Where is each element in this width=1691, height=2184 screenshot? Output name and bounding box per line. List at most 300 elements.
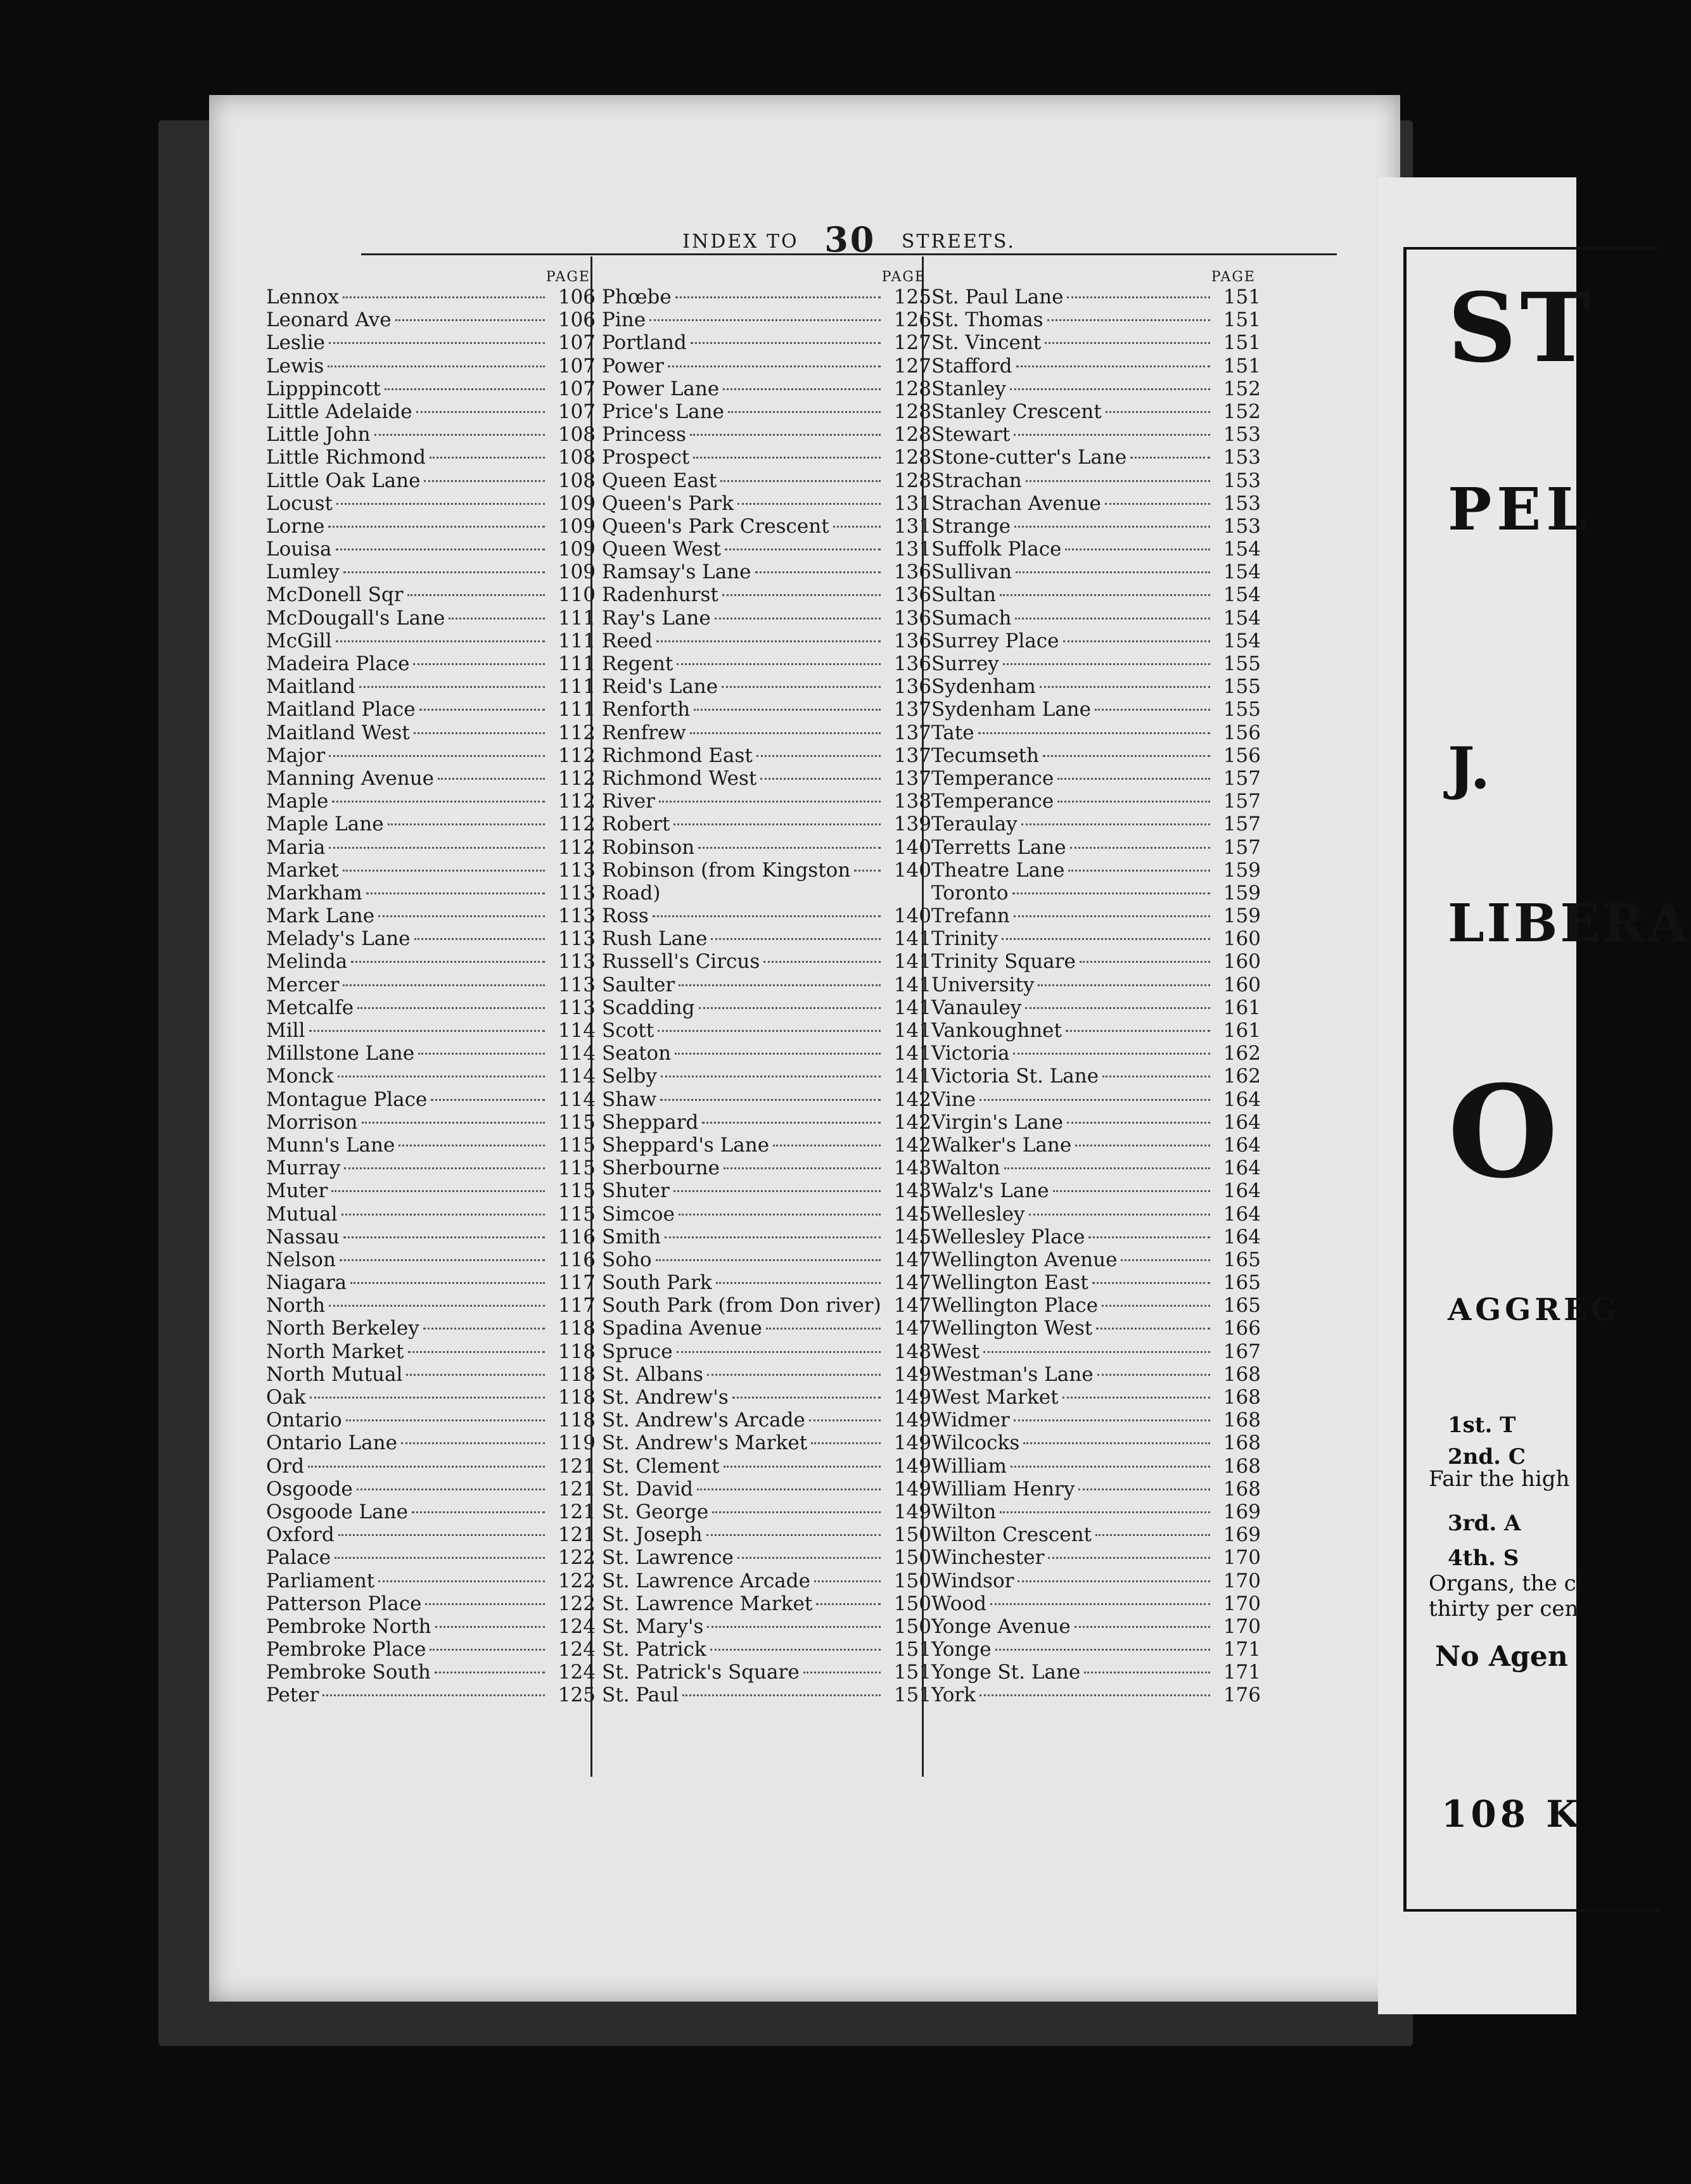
- index-entry: [931, 1684, 1261, 1706]
- page-ref: 168: [1223, 1454, 1261, 1478]
- street-name: Mercer: [266, 973, 340, 996]
- street-name: Wellington West: [931, 1317, 1093, 1340]
- index-entry: [602, 1019, 931, 1042]
- dot-leader: [308, 1466, 545, 1468]
- index-entry: [266, 744, 596, 767]
- street-name: South Park: [602, 1271, 712, 1295]
- dot-leader: [1130, 457, 1210, 459]
- page-ref: 157: [1223, 835, 1261, 859]
- street-name: Mark Lane: [266, 905, 375, 928]
- dot-leader: [693, 457, 881, 459]
- dot-leader: [673, 823, 881, 825]
- page-ref: 168: [1223, 1386, 1261, 1409]
- index-entry: [931, 1065, 1261, 1088]
- street-name: Portland: [602, 331, 687, 355]
- dot-leader: [1053, 1190, 1210, 1192]
- street-name: St. Albans: [602, 1362, 703, 1386]
- dot-leader: [1075, 1145, 1210, 1146]
- index-entry: [602, 790, 931, 813]
- index-entry: [266, 950, 596, 973]
- page-ref: 161: [1223, 1019, 1261, 1042]
- dot-leader: [1102, 1305, 1210, 1307]
- page-ref: 165: [1223, 1248, 1261, 1271]
- street-name: Pembroke South: [266, 1661, 431, 1684]
- page-ref: 153: [1223, 446, 1261, 469]
- index-entry: [931, 813, 1261, 835]
- street-name: Wilton: [931, 1500, 997, 1523]
- page-ref: 125: [893, 286, 931, 308]
- page-ref: 117: [558, 1271, 596, 1295]
- page-ref: 169: [1223, 1500, 1261, 1523]
- dot-leader: [690, 434, 881, 436]
- street-name: Selby: [602, 1065, 657, 1088]
- dot-leader: [419, 709, 545, 711]
- index-entry: [266, 767, 596, 790]
- dot-leader: [677, 1351, 881, 1353]
- index-entry: [602, 308, 931, 331]
- page-ref: 122: [558, 1546, 596, 1570]
- dot-leader: [1012, 892, 1210, 894]
- dot-leader: [691, 342, 881, 344]
- dot-leader: [431, 1099, 545, 1101]
- index-entry: [266, 492, 596, 515]
- index-entry: [602, 1363, 931, 1386]
- page-ref: 150: [893, 1569, 931, 1592]
- street-name: McDonell Sqr: [266, 583, 404, 607]
- dot-leader: [720, 480, 881, 482]
- street-name: Maitland Place: [266, 698, 416, 721]
- street-name: Nelson: [266, 1248, 336, 1271]
- dot-leader: [1000, 594, 1210, 596]
- index-entry: [931, 974, 1261, 996]
- index-entry: [602, 996, 931, 1019]
- street-name: Montague Place: [266, 1088, 428, 1111]
- index-entry: [931, 1615, 1261, 1638]
- advert-line-2: PEL: [1448, 475, 1592, 543]
- page-ref: 151: [893, 1661, 931, 1684]
- page-ref: 160: [1223, 950, 1261, 974]
- page-ref: 124: [558, 1661, 596, 1684]
- page-ref: 109: [558, 514, 596, 538]
- page-ref: 116: [558, 1225, 596, 1248]
- street-name: Temperance: [931, 790, 1054, 813]
- dot-leader: [322, 1694, 545, 1696]
- street-name: Widmer: [931, 1409, 1010, 1432]
- street-name: Osgoode: [266, 1477, 353, 1501]
- street-name: Regent: [602, 652, 673, 675]
- street-name: Pine: [602, 308, 646, 332]
- page-ref: 112: [558, 721, 596, 744]
- index-entry: [266, 1523, 596, 1546]
- page-ref: 111: [558, 629, 596, 652]
- street-name: Wood: [931, 1592, 986, 1615]
- index-entry: [602, 630, 931, 652]
- index-entry: [266, 1226, 596, 1248]
- street-name: Munn's Lane: [266, 1133, 395, 1157]
- index-entry: [266, 446, 596, 469]
- page-ref: 151: [1223, 331, 1261, 355]
- street-name: University: [931, 973, 1035, 996]
- street-name: Temperance: [931, 766, 1054, 790]
- index-entry: [266, 1294, 596, 1317]
- street-name: Prospect: [602, 446, 690, 469]
- street-name: Robinson: [602, 835, 695, 859]
- page-column-header: PAGE: [1211, 269, 1256, 285]
- index-entry: [602, 1065, 931, 1088]
- street-name: Louisa: [266, 538, 332, 561]
- dot-leader: [773, 1145, 881, 1146]
- page-ref: 154: [1223, 538, 1261, 561]
- index-entry: [931, 1592, 1261, 1615]
- street-name: York: [931, 1684, 976, 1707]
- dot-leader: [665, 1236, 881, 1238]
- street-name: South Park (from Don river): [602, 1294, 881, 1317]
- street-name: Pembroke Place: [266, 1638, 426, 1661]
- index-entry: [266, 698, 596, 721]
- page-ref: 147: [893, 1271, 931, 1295]
- index-entry: [266, 1501, 596, 1523]
- street-name: Wilcocks: [931, 1432, 1020, 1455]
- dot-leader: [707, 1374, 881, 1376]
- page-ref: 128: [893, 423, 931, 447]
- index-entry: [266, 675, 596, 698]
- index-entry: [602, 1271, 931, 1294]
- index-entry: [931, 1409, 1261, 1432]
- index-entry: [266, 1363, 596, 1386]
- dot-leader: [346, 1419, 545, 1421]
- index-column-2: [602, 269, 931, 1707]
- index-entry: [266, 1271, 596, 1294]
- street-name: Ord: [266, 1454, 305, 1478]
- index-entry: [266, 1042, 596, 1065]
- dot-leader: [766, 1328, 881, 1330]
- index-entry: [931, 1546, 1261, 1569]
- street-name: Robert: [602, 813, 670, 836]
- dot-leader: [756, 755, 881, 757]
- street-name: Scott: [602, 1019, 654, 1042]
- street-name: McGill: [266, 629, 332, 652]
- index-entry: [602, 515, 931, 538]
- page-ref: 109: [558, 492, 596, 515]
- page-ref: 156: [1223, 721, 1261, 744]
- index-entry: [266, 652, 596, 675]
- index-entry: [602, 561, 931, 583]
- dot-leader: [449, 618, 545, 619]
- page-ref: 113: [558, 905, 596, 928]
- index-entry: [931, 446, 1261, 469]
- street-name: St. Andrew's Market: [602, 1432, 808, 1455]
- page-ref: 127: [893, 354, 931, 378]
- index-entry: [602, 423, 931, 446]
- street-name: Russell's Circus: [602, 950, 760, 974]
- street-name: Sydenham Lane: [931, 698, 1091, 721]
- street-name: Little Adelaide: [266, 400, 412, 423]
- dot-leader: [414, 938, 545, 940]
- dot-leader: [814, 1580, 881, 1582]
- page-ref: 136: [893, 629, 931, 652]
- street-name: Surrey Place: [931, 629, 1059, 652]
- index-entry: [931, 378, 1261, 400]
- dot-leader: [1014, 434, 1210, 436]
- index-entry: [602, 813, 931, 835]
- index-entry: [602, 1088, 931, 1111]
- index-entry: [931, 1478, 1261, 1501]
- street-name: Reid's Lane: [602, 675, 718, 699]
- page-ref: 148: [893, 1340, 931, 1363]
- dot-leader: [336, 503, 545, 505]
- street-name: Stewart: [931, 423, 1011, 447]
- page-ref: 170: [1223, 1615, 1261, 1638]
- street-name: Queen East: [602, 469, 717, 492]
- dot-leader: [712, 1511, 881, 1513]
- street-name: Reed: [602, 629, 653, 652]
- dot-leader: [1067, 1122, 1210, 1124]
- street-name: Stafford: [931, 354, 1012, 378]
- index-entry: [602, 1478, 931, 1501]
- index-entry: [266, 836, 596, 859]
- page-ref: 112: [558, 790, 596, 813]
- index-entry: [266, 1455, 596, 1478]
- index-entry: [931, 400, 1261, 423]
- index-entry: [931, 308, 1261, 331]
- street-name: Manning Avenue: [266, 766, 434, 790]
- street-name: St. Paul Lane: [931, 286, 1064, 308]
- index-entry: [602, 1570, 931, 1592]
- dot-leader: [406, 1374, 545, 1376]
- street-name: St. Clement: [602, 1454, 720, 1478]
- street-name: Phœbe: [602, 286, 672, 308]
- street-name: Morrison: [266, 1110, 358, 1134]
- dot-leader: [1047, 319, 1211, 321]
- index-entry: [266, 378, 596, 400]
- street-name: Oak: [266, 1386, 306, 1409]
- street-name: Stanley Crescent: [931, 400, 1102, 423]
- page-ref: 155: [1223, 698, 1261, 721]
- dot-leader: [336, 640, 545, 642]
- page-ref: 107: [558, 331, 596, 355]
- dot-leader: [401, 1442, 545, 1444]
- street-name: Wellington Place: [931, 1294, 1099, 1317]
- page-ref: 170: [1223, 1546, 1261, 1570]
- index-entry: [266, 1088, 596, 1111]
- page-ref: 110: [558, 583, 596, 607]
- dot-leader: [341, 1214, 545, 1216]
- index-entry: [266, 423, 596, 446]
- index-entry: [266, 331, 596, 354]
- index-entry: [602, 882, 931, 905]
- dot-leader: [1004, 1167, 1210, 1169]
- street-name: Soho: [602, 1248, 652, 1271]
- page-ref: 165: [1223, 1271, 1261, 1295]
- dot-leader: [1014, 526, 1210, 528]
- page-ref: 154: [1223, 606, 1261, 630]
- dot-leader: [430, 457, 545, 459]
- index-entry: [266, 1340, 596, 1363]
- street-name: North Mutual: [266, 1362, 403, 1386]
- index-entry: [931, 882, 1261, 905]
- page-ref: 152: [1223, 400, 1261, 423]
- index-entry: [266, 859, 596, 882]
- dot-leader: [343, 571, 545, 573]
- street-name: Leslie: [266, 331, 326, 355]
- dot-leader: [1121, 1259, 1210, 1261]
- dot-leader: [1015, 618, 1210, 619]
- page-ref: 107: [558, 354, 596, 378]
- page-ref: 122: [558, 1569, 596, 1592]
- index-entry: [266, 1546, 596, 1569]
- index-entry: [602, 974, 931, 996]
- dot-leader: [357, 1489, 545, 1490]
- street-name: Metcalfe: [266, 996, 354, 1019]
- dot-leader: [723, 388, 881, 390]
- street-name: Power: [602, 354, 664, 378]
- page-ref: 164: [1223, 1133, 1261, 1157]
- index-entry: [602, 698, 931, 721]
- index-entry: [602, 721, 931, 744]
- index-entry: [602, 1157, 931, 1179]
- page-ref: 112: [558, 744, 596, 767]
- dot-leader: [737, 503, 881, 505]
- page-ref: 164: [1223, 1179, 1261, 1203]
- page-ref: 161: [1223, 996, 1261, 1019]
- index-entry: [931, 1226, 1261, 1248]
- street-name: Stone-cutter's Lane: [931, 446, 1127, 469]
- dot-leader: [980, 1099, 1210, 1101]
- dot-leader: [755, 571, 881, 573]
- dot-leader: [1057, 778, 1210, 780]
- dot-leader: [679, 984, 881, 986]
- index-entry: [266, 1157, 596, 1179]
- index-column-1: [266, 269, 596, 1707]
- street-name: Lennox: [266, 286, 340, 308]
- street-name: Shaw: [602, 1088, 657, 1111]
- dot-leader: [724, 1466, 881, 1468]
- street-name: Smith: [602, 1225, 661, 1248]
- page-ref: 115: [558, 1110, 596, 1134]
- index-entry: [266, 515, 596, 538]
- dot-leader: [438, 778, 545, 780]
- index-entry: [266, 469, 596, 492]
- street-name: William Henry: [931, 1477, 1075, 1501]
- street-name: Melinda: [266, 950, 348, 974]
- dot-leader: [833, 526, 881, 528]
- dot-leader: [702, 1122, 881, 1124]
- page-ref: 153: [1223, 492, 1261, 515]
- page-column-header: PAGE: [881, 269, 926, 285]
- dot-leader: [725, 549, 881, 550]
- index-entry: [266, 1615, 596, 1638]
- dot-leader: [711, 938, 881, 940]
- page-ref: 109: [558, 538, 596, 561]
- dot-leader: [1010, 388, 1210, 390]
- index-entry: [602, 950, 931, 973]
- dot-leader: [760, 778, 881, 780]
- dot-leader: [980, 1694, 1210, 1696]
- street-name: St. Andrew's: [602, 1386, 729, 1409]
- page-ref: 107: [558, 377, 596, 400]
- dot-leader: [423, 1328, 545, 1330]
- street-name: Vanauley: [931, 996, 1022, 1019]
- page-ref: 128: [893, 377, 931, 400]
- street-name: Parliament: [266, 1569, 375, 1592]
- page-ref: 115: [558, 1157, 596, 1180]
- dot-leader: [690, 732, 881, 734]
- dot-leader: [1011, 1466, 1210, 1468]
- street-name: Rush Lane: [602, 927, 708, 951]
- dot-leader: [1038, 984, 1210, 986]
- dot-leader: [699, 1007, 881, 1009]
- dot-leader: [816, 1603, 881, 1605]
- page-ref: 140: [893, 858, 931, 882]
- page-ref: 153: [1223, 469, 1261, 492]
- dot-leader: [1043, 755, 1210, 757]
- page-ref: 137: [893, 766, 931, 790]
- page-ref: 155: [1223, 675, 1261, 699]
- dot-leader: [343, 984, 545, 986]
- street-name: Lumley: [266, 561, 340, 584]
- index-entry: [602, 905, 931, 927]
- page-ref: 151: [893, 1684, 931, 1707]
- dot-leader: [763, 961, 881, 963]
- street-name: Little Oak Lane: [266, 469, 421, 492]
- page-ref: 149: [893, 1477, 931, 1501]
- index-entry: [266, 538, 596, 561]
- advert-line-3: J.: [1448, 735, 1490, 802]
- dot-leader: [1014, 915, 1210, 917]
- dot-leader: [351, 961, 545, 963]
- index-entry: [266, 630, 596, 652]
- street-name: Sumach: [931, 606, 1012, 630]
- dot-leader: [1048, 1557, 1210, 1559]
- page-ref: 159: [1223, 881, 1261, 905]
- dot-leader: [1067, 296, 1210, 298]
- right-page-advert: [1378, 177, 1691, 2014]
- page-ref: 131: [893, 492, 931, 515]
- advert-line-15: 108 K: [1441, 1793, 1582, 1836]
- dot-leader: [1078, 1489, 1210, 1490]
- index-entry: [266, 813, 596, 835]
- dot-leader: [694, 709, 881, 711]
- advert-line-4: LIBERA: [1448, 893, 1691, 954]
- dot-leader: [344, 1167, 545, 1169]
- index-entry: [602, 1684, 931, 1706]
- index-entry: [931, 859, 1261, 882]
- index-entry: [931, 836, 1261, 859]
- index-entry: [266, 882, 596, 905]
- page-ref: 171: [1223, 1638, 1261, 1661]
- dot-leader: [359, 686, 545, 688]
- page-ref: 157: [1223, 813, 1261, 836]
- street-name: Victoria: [931, 1042, 1010, 1065]
- index-entry: [931, 1317, 1261, 1340]
- dot-leader: [329, 847, 545, 849]
- street-name: Richmond East: [602, 744, 753, 767]
- dot-leader: [338, 1076, 545, 1077]
- index-entry: [931, 331, 1261, 354]
- street-name: Strachan: [931, 469, 1022, 492]
- page-ref: 108: [558, 446, 596, 469]
- page-ref: 167: [1223, 1340, 1261, 1363]
- street-name: Walton: [931, 1157, 1000, 1180]
- page-ref: 157: [1223, 766, 1261, 790]
- page-ref: 106: [558, 308, 596, 332]
- street-name: St. Lawrence Market: [602, 1592, 813, 1615]
- page-ref: 113: [558, 858, 596, 882]
- index-entry: [602, 1340, 931, 1363]
- index-entry: [602, 469, 931, 492]
- street-name: William: [931, 1454, 1007, 1478]
- index-entry: [266, 1203, 596, 1226]
